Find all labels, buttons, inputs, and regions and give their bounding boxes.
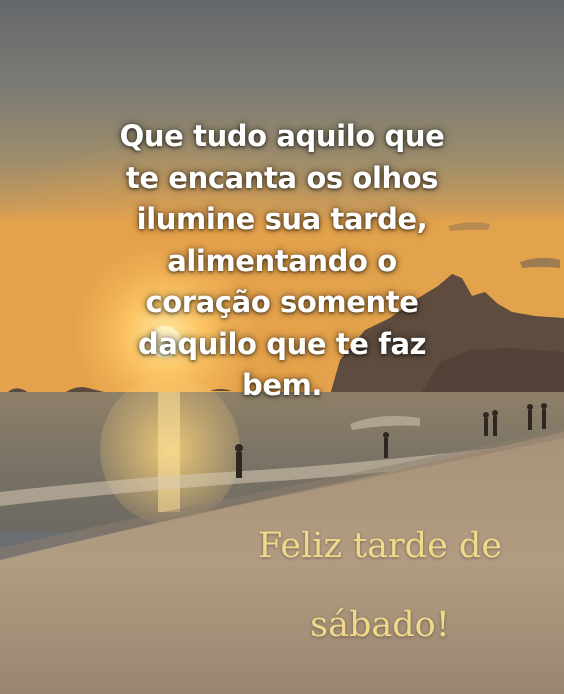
quote-line: daquilo que te faz (137, 326, 427, 361)
quote-line: alimentando o (167, 243, 397, 278)
quote-line: te encanta os olhos (125, 160, 439, 195)
quote-line: bem. (241, 368, 323, 402)
quote-line: Que tudo aquilo que (119, 119, 445, 153)
quote-text (62, 116, 502, 407)
reflection-streak (158, 392, 180, 512)
greeting-line-2: sábado! (310, 605, 450, 645)
quote-line: ilumine sua tarde, (136, 202, 428, 236)
greeting-line-1: Feliz tarde de (257, 526, 503, 566)
quote-line: coração somente (145, 285, 419, 319)
